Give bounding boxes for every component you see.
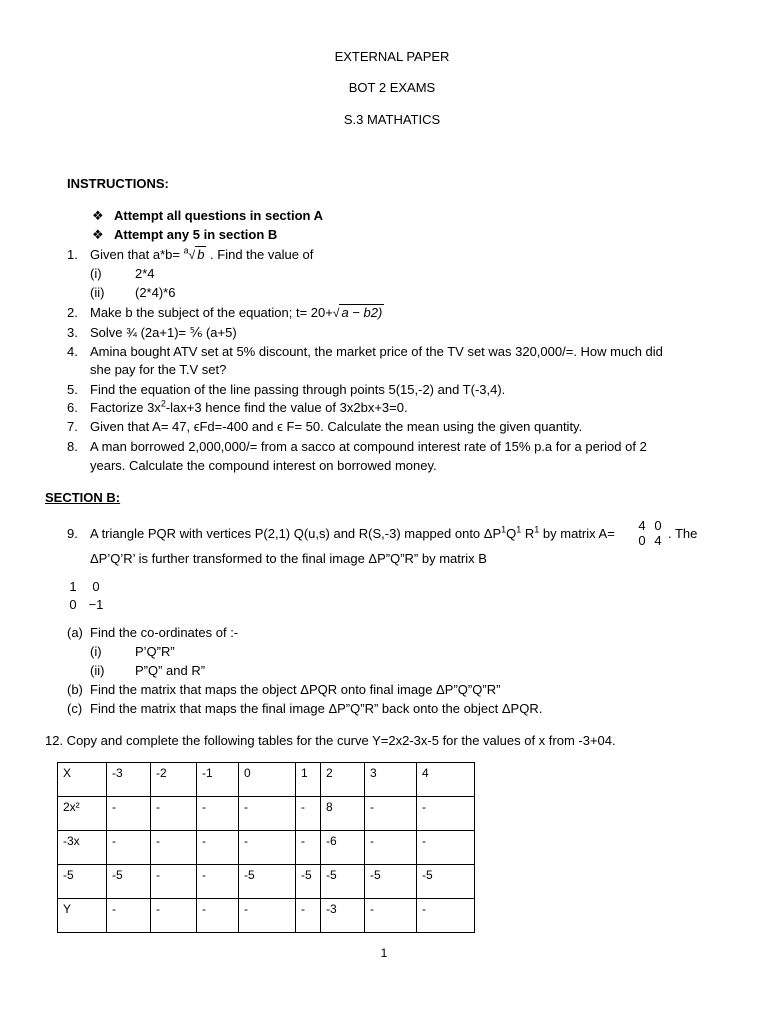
table-cell: - bbox=[239, 831, 296, 865]
row-header-cell: -5 bbox=[58, 865, 107, 899]
question-2 bbox=[90, 305, 384, 321]
radicand: b bbox=[197, 247, 205, 262]
instruction-item bbox=[92, 227, 277, 243]
table-cell: - bbox=[239, 899, 296, 933]
part-label: (ii) bbox=[90, 285, 105, 300]
table-row bbox=[58, 831, 475, 865]
question-4-line-2: she pay for the T.V set? bbox=[90, 362, 227, 377]
table-cell: 8 bbox=[321, 797, 365, 831]
page-number: 1 bbox=[380, 946, 388, 960]
part-text: Find the matrix that maps the final image ΔP”Q”R” back onto the object ΔPQR. bbox=[90, 701, 543, 716]
matrix-cell: 0 bbox=[92, 579, 100, 594]
table-cell: - bbox=[417, 831, 475, 865]
question-number: 3. bbox=[67, 325, 78, 340]
table-cell: - bbox=[151, 899, 197, 933]
part-text: Find the matrix that maps the object ΔPQR onto final image ΔP”Q”Q”R” bbox=[90, 682, 501, 697]
table-cell: -5 bbox=[296, 865, 321, 899]
paper-title: EXTERNAL PAPER bbox=[334, 49, 450, 64]
matrix-a bbox=[634, 518, 666, 548]
matrix-cell: 0 bbox=[69, 597, 77, 612]
table-cell: - bbox=[107, 899, 151, 933]
superscript: 2 bbox=[160, 398, 166, 409]
part-label: (a) bbox=[67, 625, 83, 640]
question-text: R bbox=[521, 526, 535, 541]
question-5: Find the equation of the line passing through points 5(15,-2) and T(-3,4). bbox=[90, 382, 506, 397]
part-label: (ii) bbox=[90, 663, 105, 678]
part-text: P’Q”R” bbox=[135, 644, 175, 659]
question-8-line-1: A man borrowed 2,000,000/= from a sacco at compound interest rate of 15% p.a for a period of 2 bbox=[90, 439, 647, 454]
question-3: Solve ¾ (2a+1)= ⅚ (a+5) bbox=[90, 325, 237, 340]
question-text: . The bbox=[668, 526, 698, 541]
question-number: 5. bbox=[67, 382, 78, 397]
bullet-icon: ❖ bbox=[92, 227, 104, 242]
table-cell: -2 bbox=[151, 763, 197, 797]
superscript: 1 bbox=[534, 524, 540, 535]
exam-name: BOT 2 EXAMS bbox=[348, 80, 436, 95]
question-text: by matrix A= bbox=[539, 526, 615, 541]
row-header-cell: -3x bbox=[58, 831, 107, 865]
superscript: 1 bbox=[501, 524, 507, 535]
table-cell: - bbox=[107, 831, 151, 865]
question-7: Given that A= 47, ϵFd=-400 and ϵ F= 50. Calculate the mean using the given quantity. bbox=[90, 419, 583, 434]
table-cell: -5 bbox=[365, 865, 417, 899]
question-9-line-2: ΔP’Q’R’ is further transformed to the final image ΔP”Q”R” by matrix B bbox=[90, 551, 487, 566]
table-cell: -5 bbox=[239, 865, 296, 899]
question-text: A triangle PQR with vertices P(2,1) Q(u,s) and R(S,-3) mapped onto ΔP bbox=[90, 526, 502, 541]
question-number: 7. bbox=[67, 419, 78, 434]
table-cell: - bbox=[239, 797, 296, 831]
instruction-text: Attempt all questions in section A bbox=[114, 208, 323, 223]
question-number: 9. bbox=[67, 526, 78, 541]
table-cell: -5 bbox=[107, 865, 151, 899]
table-cell: - bbox=[151, 831, 197, 865]
row-header-cell: X bbox=[58, 763, 107, 797]
question-number: 2. bbox=[67, 305, 78, 320]
table-cell: - bbox=[417, 899, 475, 933]
radical-index: a bbox=[183, 245, 189, 256]
matrix-cell: 0 bbox=[638, 533, 646, 548]
table-row bbox=[58, 763, 475, 797]
part-label: (i) bbox=[90, 644, 102, 659]
table-row bbox=[58, 797, 475, 831]
question-8-line-2: years. Calculate the compound interest on borrowed money. bbox=[90, 458, 437, 473]
table-cell: 4 bbox=[417, 763, 475, 797]
part-text: (2*4)*6 bbox=[135, 285, 176, 300]
question-text: . Find the value of bbox=[206, 247, 314, 262]
row-header-cell: Y bbox=[58, 899, 107, 933]
table-cell: - bbox=[365, 899, 417, 933]
table-cell: -3 bbox=[321, 899, 365, 933]
table-cell: - bbox=[197, 865, 239, 899]
section-b-heading: SECTION B: bbox=[45, 490, 121, 505]
instruction-item bbox=[92, 208, 323, 224]
table-cell: -1 bbox=[197, 763, 239, 797]
question-text: Given that a*b= bbox=[90, 247, 184, 262]
question-text: -lax+3 hence find the value of 3x2bx+3=0. bbox=[165, 400, 408, 415]
table-cell: - bbox=[151, 865, 197, 899]
table-cell: - bbox=[107, 797, 151, 831]
superscript: 1 bbox=[516, 524, 522, 535]
table-cell: - bbox=[197, 797, 239, 831]
radical-sign: √ bbox=[188, 248, 196, 262]
question-number: 8. bbox=[67, 439, 78, 454]
question-number: 4. bbox=[67, 344, 78, 359]
instructions-heading: INSTRUCTIONS: bbox=[67, 176, 169, 191]
part-text: P”Q” and R” bbox=[135, 663, 206, 678]
matrix-cell: 1 bbox=[69, 579, 77, 594]
table-cell: - bbox=[151, 797, 197, 831]
matrix-cell: −1 bbox=[88, 597, 104, 612]
question-4-line-1: Amina bought ATV set at 5% discount, the market price of the TV set was 320,000/=. How much did bbox=[90, 344, 663, 359]
question-12: 12. Copy and complete the following tables for the curve Y=2x2-3x-5 for the values of x from -3+04. bbox=[45, 733, 616, 748]
question-9-line-1 bbox=[90, 526, 615, 542]
question-text: Factorize 3x bbox=[90, 400, 161, 415]
matrix-cell: 0 bbox=[654, 518, 662, 533]
table-row bbox=[58, 865, 475, 899]
instruction-text: Attempt any 5 in section B bbox=[114, 227, 278, 242]
table-cell: - bbox=[197, 899, 239, 933]
table-cell: - bbox=[296, 797, 321, 831]
table-cell: 0 bbox=[239, 763, 296, 797]
bullet-icon: ❖ bbox=[92, 208, 104, 223]
part-label: (i) bbox=[90, 266, 102, 281]
question-text: Q bbox=[506, 526, 517, 541]
table-cell: - bbox=[365, 831, 417, 865]
subject-title: S.3 MATHATICS bbox=[343, 112, 441, 127]
part-label: (c) bbox=[67, 701, 83, 716]
table-cell: -3 bbox=[107, 763, 151, 797]
table-cell: - bbox=[365, 797, 417, 831]
question-number: 1. bbox=[67, 247, 78, 262]
table-cell: -5 bbox=[321, 865, 365, 899]
part-text: 2*4 bbox=[135, 266, 155, 281]
part-label: (b) bbox=[67, 682, 83, 697]
table-cell: 1 bbox=[296, 763, 321, 797]
matrix-cell: 4 bbox=[654, 533, 662, 548]
matrix-b bbox=[62, 579, 108, 612]
table-cell: - bbox=[296, 899, 321, 933]
values-table bbox=[57, 762, 475, 933]
row-header-cell: 2x² bbox=[58, 797, 107, 831]
table-row bbox=[58, 899, 475, 933]
question-6 bbox=[90, 400, 408, 416]
table-cell: - bbox=[417, 797, 475, 831]
table-cell: - bbox=[296, 831, 321, 865]
matrix-cell: 4 bbox=[638, 518, 646, 533]
table-cell: 3 bbox=[365, 763, 417, 797]
table-cell: -5 bbox=[417, 865, 475, 899]
question-1 bbox=[90, 247, 313, 263]
question-number: 6. bbox=[67, 400, 78, 415]
question-text: Make b the subject of the equation; t= 20+ bbox=[90, 305, 333, 320]
table-cell: - bbox=[197, 831, 239, 865]
table-cell: -6 bbox=[321, 831, 365, 865]
radical-sign: √ bbox=[332, 306, 340, 320]
table-cell: 2 bbox=[321, 763, 365, 797]
part-text: Find the co-ordinates of :- bbox=[90, 625, 239, 640]
radicand: a − b2) bbox=[341, 305, 383, 320]
